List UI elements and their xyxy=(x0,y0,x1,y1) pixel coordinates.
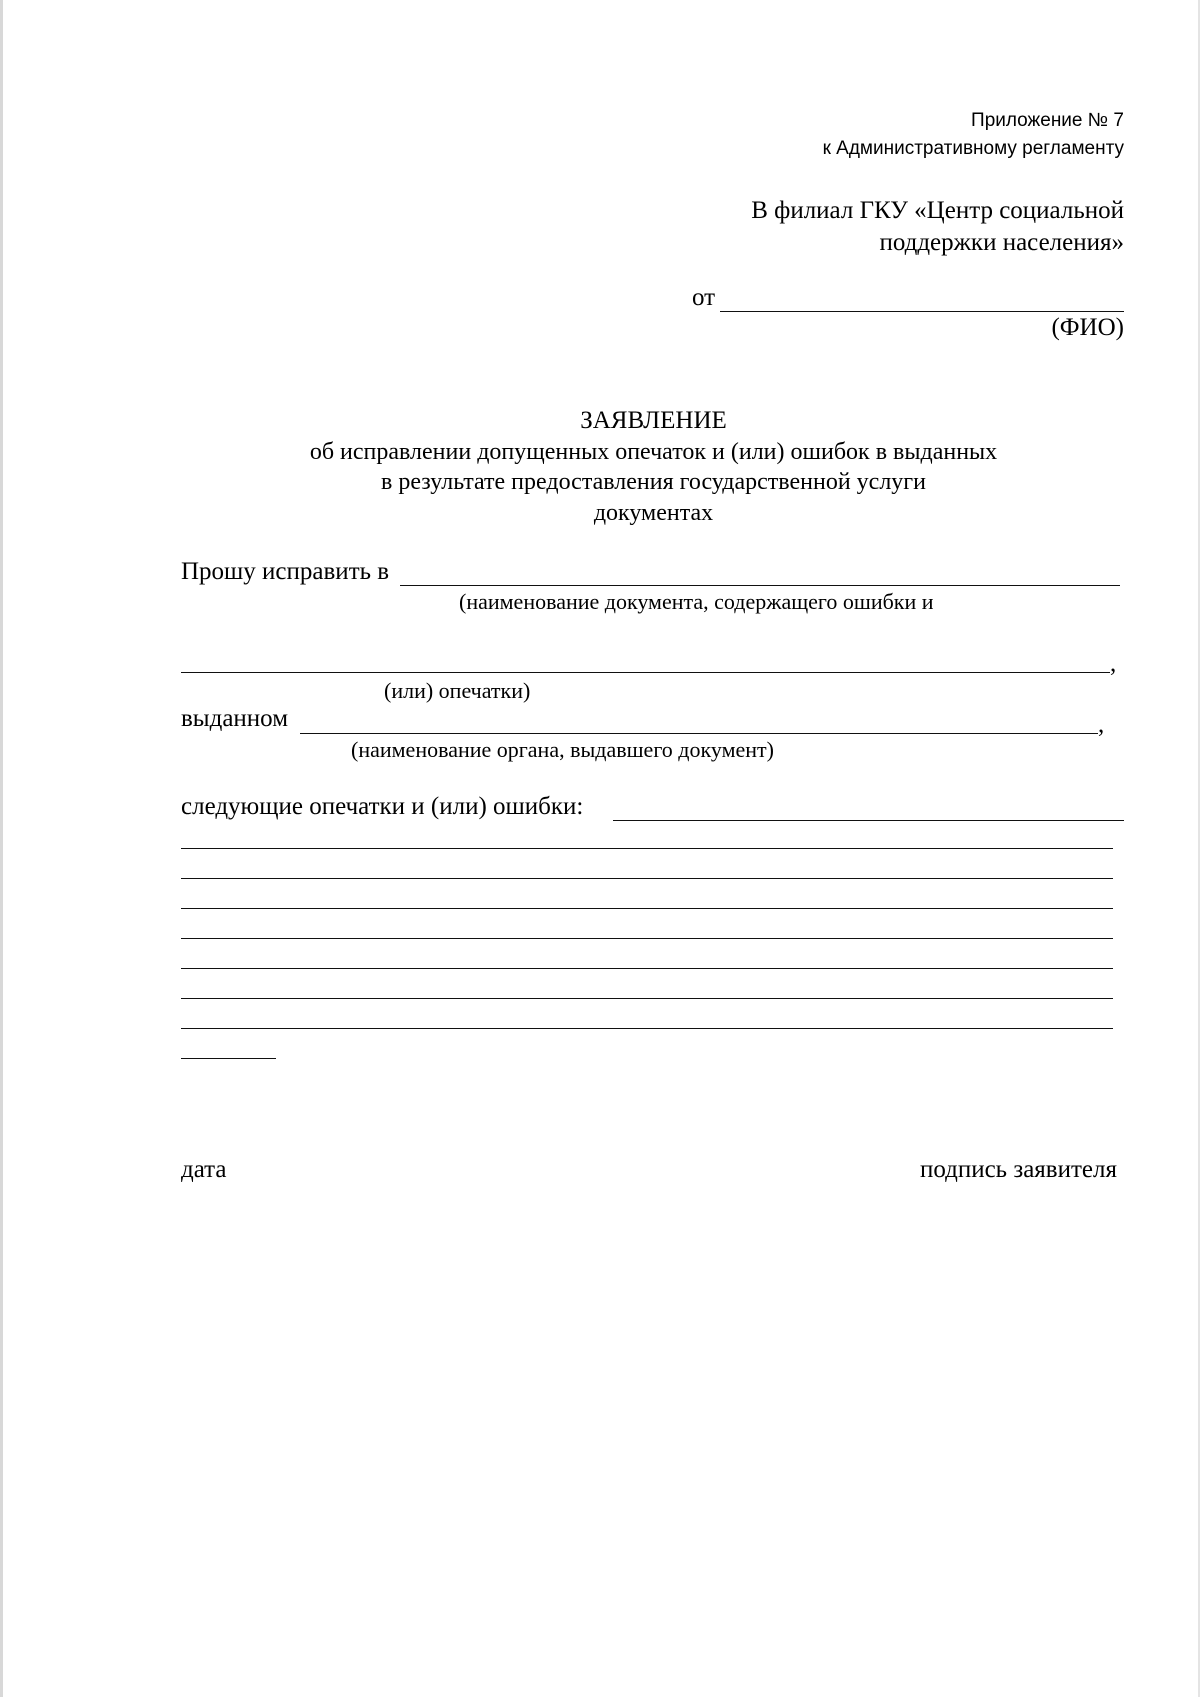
from-label: от xyxy=(692,284,716,311)
fio-field[interactable] xyxy=(720,311,1124,312)
errors-field-line-5[interactable] xyxy=(181,938,1113,939)
errors-field-line-2[interactable] xyxy=(181,848,1113,849)
document-title: ЗАЯВЛЕНИЕ xyxy=(580,407,727,434)
signature-label: подпись заявителя xyxy=(919,1156,1117,1183)
document-name-hint: (наименование документа, содержащего ошибки и xyxy=(459,589,934,614)
date-label: дата xyxy=(181,1156,227,1183)
addressee-line-1: В филиал ГКУ «Центр социальной xyxy=(751,197,1124,224)
errors-field-line-7[interactable] xyxy=(181,998,1113,999)
document-subtitle-1: об исправлении допущенных опечаток и (или) ошибок в выданных xyxy=(309,439,998,465)
errors-field-line-8[interactable] xyxy=(181,1028,1113,1029)
fio-hint: (ФИО) xyxy=(1051,314,1124,341)
document-name-field-continued[interactable] xyxy=(181,672,1110,673)
document-name-field[interactable] xyxy=(400,585,1120,586)
issuer-comma: , xyxy=(1098,711,1105,738)
errors-field-line-1[interactable] xyxy=(613,820,1124,821)
issued-label: выданном xyxy=(181,705,289,732)
addressee-line-2: поддержки населения» xyxy=(879,229,1124,256)
appendix-number: Приложение № 7 xyxy=(971,110,1124,131)
errors-field-line-6[interactable] xyxy=(181,968,1113,969)
document-subtitle-3: документах xyxy=(593,500,714,526)
date-field[interactable] xyxy=(181,1058,276,1059)
errors-field-line-3[interactable] xyxy=(181,878,1113,879)
scan-edge-left xyxy=(0,0,3,1697)
issuer-hint: (наименование органа, выдавшего документ) xyxy=(351,737,774,762)
document-name-hint-continued: (или) опечатки) xyxy=(384,678,531,703)
errors-field-line-4[interactable] xyxy=(181,908,1113,909)
errors-label: следующие опечатки и (или) ошибки: xyxy=(181,793,584,820)
issuer-field[interactable] xyxy=(300,733,1098,734)
appendix-regulation: к Административному регламенту xyxy=(822,138,1124,159)
document-name-comma: , xyxy=(1110,650,1117,677)
request-label: Прошу исправить в xyxy=(181,558,390,585)
document-subtitle-2: в результате предоставления государственной услуги xyxy=(381,469,926,495)
